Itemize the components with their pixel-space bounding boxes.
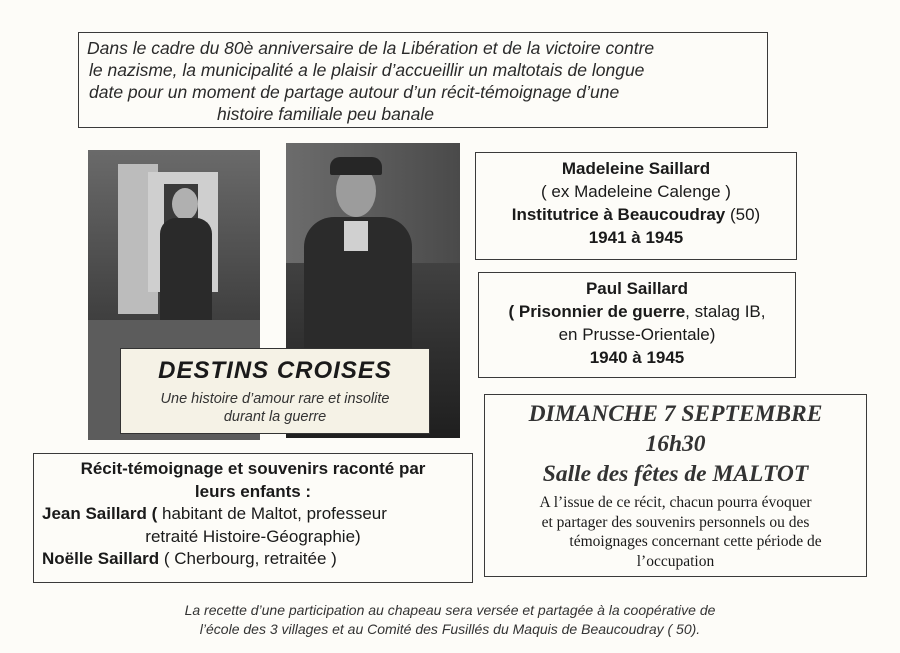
madeleine-role-main: Institutrice à Beaucoudray <box>511 205 726 224</box>
paul-role-main: ( Prisonnier de guerre <box>508 302 686 321</box>
caption-subtitle-line: durant la guerre <box>223 409 327 425</box>
recit-heading: Récit-témoignage et souvenirs raconté par <box>80 459 426 478</box>
jean-info-continued: retraité Histoire-Géographie) <box>145 526 361 546</box>
recit-heading: leurs enfants : <box>194 481 312 501</box>
man-collar <box>344 221 368 251</box>
event-time: 16h30 <box>645 431 706 457</box>
intro-box <box>78 32 768 128</box>
paul-box <box>478 272 796 378</box>
jean-info: habitant de Maltot, professeur <box>157 504 387 523</box>
event-description-line: et partager des souvenirs personnels ou des <box>541 513 810 531</box>
intro-line: date pour un moment de partage autour d’un récit-témoignage d’une <box>89 82 620 102</box>
intro-line: le nazisme, la municipalité a le plaisir d’accueillir un maltotais de longue <box>89 60 645 80</box>
event-description-line: témoignages concernant cette période de <box>569 533 822 550</box>
noelle-info: ( Cherbourg, retraitée ) <box>159 549 337 568</box>
madeleine-role <box>476 203 796 226</box>
madeleine-years: 1941 à 1945 <box>588 228 684 247</box>
woman-figure <box>160 218 212 328</box>
intro-line: Dans le cadre du 80è anniversaire de la Libération et de la victoire contre <box>87 38 655 58</box>
footer-note <box>0 601 900 638</box>
event-description-line: A l’issue de ce récit, chacun pourra évoquer <box>539 494 812 511</box>
paul-role-extra: , stalag IB, <box>685 302 766 321</box>
recit-noelle <box>42 548 464 571</box>
madeleine-box <box>475 152 797 260</box>
intro-line: histoire familiale peu banale <box>217 104 434 124</box>
madeleine-role-extra: (50) <box>725 205 761 224</box>
event-description-line: l’occupation <box>636 552 715 570</box>
recit-jean <box>42 503 464 526</box>
footer-line: l’école des 3 villages et au Comité des Fusillés du Maquis de Beaucoudray ( 50). <box>199 620 701 637</box>
paul-name: Paul Saillard <box>585 279 689 298</box>
recit-box <box>33 453 473 583</box>
caption-box <box>120 348 430 434</box>
noelle-name: Noëlle Saillard <box>42 549 160 568</box>
caption-title: DESTINS CROISES <box>158 357 392 384</box>
madeleine-maiden-name: ( ex Madeleine Calenge ) <box>541 182 731 201</box>
paul-role <box>479 300 795 323</box>
event-box <box>484 394 867 577</box>
event-place: Salle des fêtes de MALTOT <box>542 461 809 487</box>
paul-place: en Prusse-Orientale) <box>558 325 716 344</box>
jean-name: Jean Saillard ( <box>42 504 158 523</box>
madeleine-name: Madeleine Saillard <box>561 159 711 178</box>
caption-subtitle <box>121 390 429 426</box>
woman-head <box>172 188 198 220</box>
footer-line: La recette d’une participation au chapeau sera versée et partagée à la coopérative de <box>184 602 716 618</box>
man-cap <box>330 157 382 175</box>
event-date: DIMANCHE 7 SEPTEMBRE <box>528 401 823 427</box>
caption-subtitle-line: Une histoire d’amour rare et insolite <box>160 391 390 407</box>
event-description <box>485 493 866 571</box>
paul-years: 1940 à 1945 <box>589 348 685 367</box>
